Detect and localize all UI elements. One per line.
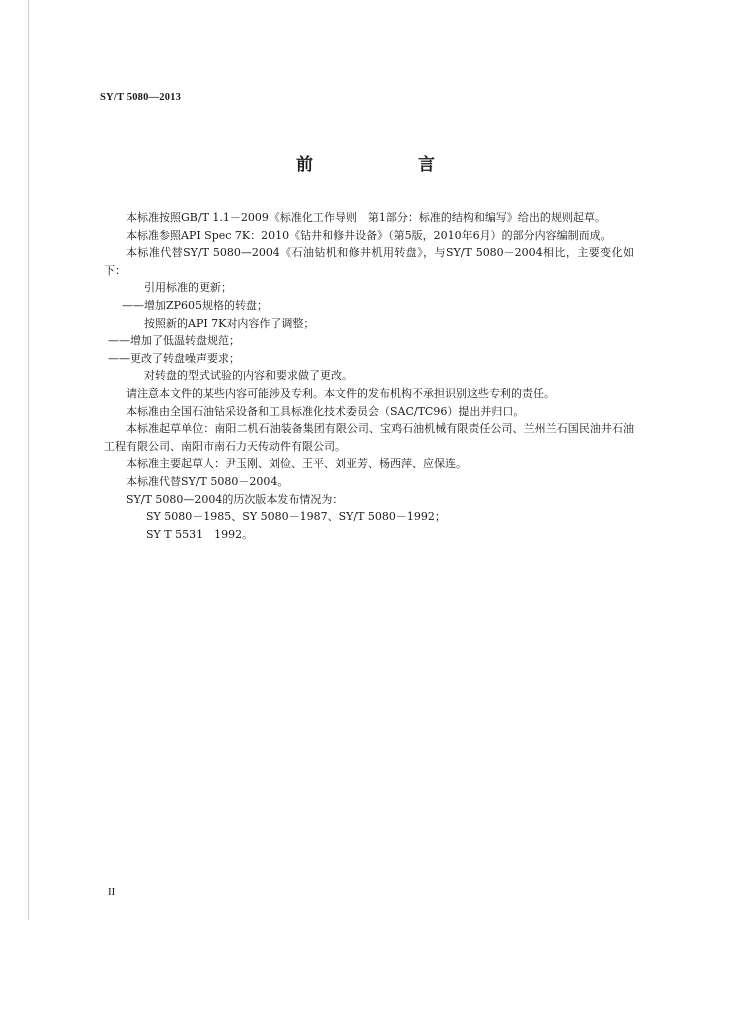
standard-code-header: SY/T 5080—2013 (100, 92, 182, 103)
paragraph-replaced-standard: 本标准代替SY/T 5080－2004。 (126, 474, 289, 488)
page-number: II (108, 886, 116, 898)
paragraph-drafters: 本标准主要起草人：尹玉刚、刘俭、王平、刘亚芳、杨西萍、应保连。 (126, 457, 467, 471)
change-item-1: 引用标准的更新； (144, 281, 232, 295)
foreword-body (104, 209, 634, 543)
history-item-1: SY 5080－1985、SY 5080－1987、SY/T 5080－1992； (146, 510, 446, 524)
paragraph-drafting-rules: 本标准按照GB/T 1.1－2009《标准化工作导则 第1部分：标准的结构和编写》给出的规则起草。 (126, 211, 606, 224)
binding-edge-line (28, 0, 29, 920)
change-item-4: ——增加了低温转盘规范； (108, 334, 240, 348)
history-item-2: SY T 5531 1992。 (146, 527, 254, 541)
change-item-2: ——增加ZP605规格的转盘； (122, 298, 269, 312)
paragraph-reference-api: 本标准参照API Spec 7K：2010《钻井和修井设备》（第5版，2010年6月）的部分内容编制而成。 (126, 228, 612, 242)
change-item-6: 对转盘的型式试验的内容和要求做了更改。 (144, 369, 353, 383)
page-title: 前 言 (296, 155, 479, 175)
paragraph-drafting-units: 本标准起草单位：南阳二机石油装备集团有限公司、宝鸡石油机械有限责任公司、兰州兰石国民油井石油工程有限公司、南阳市南石力天传动件有限公司。 (104, 422, 634, 453)
change-item-3: 按照新的API 7K对内容作了调整； (144, 316, 315, 330)
paragraph-patent-notice: 请注意本文件的某些内容可能涉及专利。本文件的发布机构不承担识别这些专利的责任。 (126, 386, 555, 400)
paragraph-version-history: SY/T 5080—2004的历次版本发布情况为： (126, 492, 344, 506)
paragraph-proposed-by: 本标准由全国石油钻采设备和工具标准化技术委员会（SAC/TC96）提出并归口。 (126, 404, 525, 418)
change-item-5: ——更改了转盘噪声要求； (108, 351, 240, 365)
paragraph-replaces: 本标准代替SY/T 5080—2004《石油钻机和修井机用转盘》，与SY/T 5080－2004相比，主要变化如下： (104, 246, 634, 277)
